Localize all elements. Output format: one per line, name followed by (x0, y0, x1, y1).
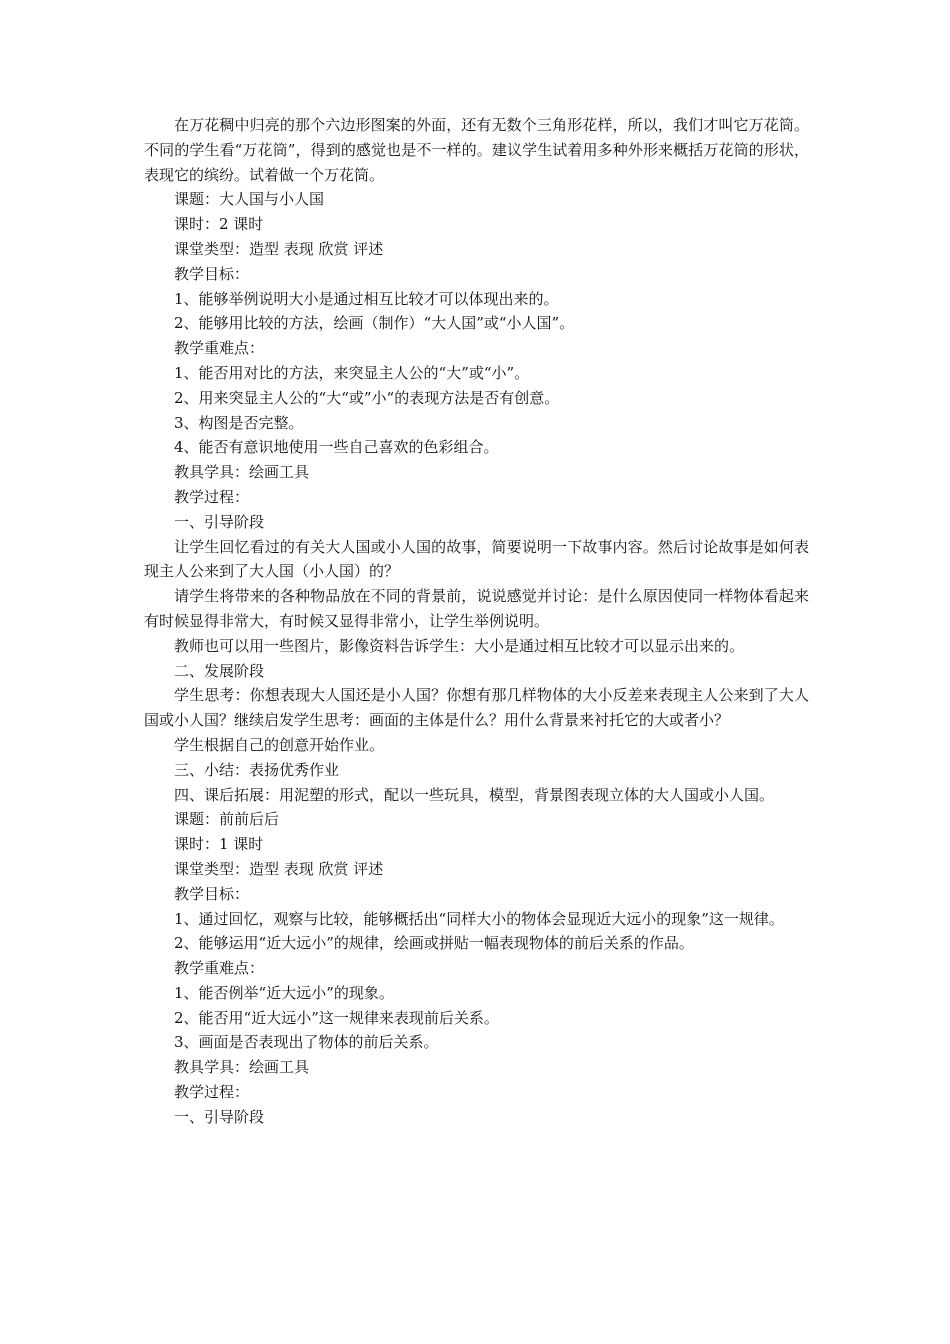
lesson-hours: 课时：1 课时 (174, 835, 264, 854)
stage-heading: 一、引导阶段 (174, 512, 265, 531)
process-paragraph: 学生思考：你想表现大人国还是小人国？你想有那几样物体的大小反差来表现主人公来到了大人国或小人国？继续启发学生思考：画面的主体是什么？用什么背景来衬托它的大或者小？ (144, 686, 809, 730)
section-heading-key-points: 教学重难点： (174, 959, 265, 978)
key-point-item: 1、能否用对比的方法，来突显主人公的“大”或“小”。 (174, 363, 530, 382)
section-heading-objectives: 教学目标： (174, 264, 250, 283)
process-paragraph: 教师也可以用一些图片，影像资料告诉学生：大小是通过相互比较才可以显示出来的。 (174, 636, 745, 655)
objective-item: 1、能够举例说明大小是通过相互比较才可以体现出来的。 (174, 289, 559, 308)
key-point-item: 1、能否例举“近大远小”的现象。 (174, 983, 394, 1002)
objective-item: 1、通过回忆，观察与比较，能够概括出“同样大小的物体会显现近大远小的现象”这一规律。 (174, 909, 784, 928)
key-point-item: 2、能否用“近大远小”这一规律来表现前后关系。 (174, 1008, 499, 1027)
document-body (144, 113, 809, 1130)
section-heading-process: 教学过程： (174, 487, 250, 506)
lesson-type: 课堂类型：造型 表现 欣赏 评述 (174, 239, 384, 258)
section-heading-process: 教学过程： (174, 1083, 250, 1102)
teaching-tools: 教具学具：绘画工具 (174, 1058, 310, 1077)
objective-item: 2、能够用比较的方法，绘画（制作）“大人国”或“小人国”。 (174, 314, 575, 333)
process-paragraph: 请学生将带来的各种物品放在不同的背景前，说说感觉并讨论：是什么原因使同一样物体看起来有时候显得非常大，有时候又显得非常小，让学生举例说明。 (144, 587, 809, 630)
key-point-item: 3、画面是否表现出了物体的前后关系。 (174, 1033, 439, 1052)
paragraph-kaleidoscope-summary: 在万花稠中归亮的那个六边形图案的外面，还有无数个三角形花样，所以，我们才叫它万花筒。不同的学生看“万花筒”，得到的感觉也是不一样的。建议学生试着用多种外形来概括万花筒的形状，表现它的缤纷。试着做一个万花筒。 (144, 116, 809, 184)
stage-heading: 一、引导阶段 (174, 1107, 265, 1126)
lesson-title-big-small-country: 课题：大人国与小人国 (174, 190, 325, 209)
key-point-item: 2、用来突显主人公的“大“或”小“的表现方法是否有创意。 (174, 388, 560, 407)
section-heading-objectives: 教学目标： (174, 884, 250, 903)
stage-heading: 四、课后拓展：用泥塑的形式，配以一些玩具，模型，背景图表现立体的大人国或小人国。 (174, 785, 775, 804)
key-point-item: 3、构图是否完整。 (174, 413, 304, 432)
lesson-hours: 课时：2 课时 (174, 215, 264, 234)
process-paragraph: 学生根据自己的创意开始作业。 (174, 735, 385, 754)
lesson-title-front-back: 课题：前前后后 (174, 810, 280, 829)
section-heading-key-points: 教学重难点： (174, 339, 265, 358)
key-point-item: 4、能否有意识地使用一些自己喜欢的色彩组合。 (174, 438, 499, 457)
stage-heading: 三、小结：表扬优秀作业 (174, 760, 340, 779)
objective-item: 2、能够运用“近大远小”的规律，绘画或拼贴一幅表现物体的前后关系的作品。 (174, 934, 694, 953)
teaching-tools: 教具学具：绘画工具 (174, 463, 310, 482)
process-paragraph: 让学生回忆看过的有关大人国或小人国的故事，简要说明一下故事内容。然后讨论故事是如何表现主人公来到了大人国（小人国）的？ (144, 537, 809, 581)
stage-heading: 二、发展阶段 (174, 661, 265, 680)
lesson-type: 课堂类型：造型 表现 欣赏 评述 (174, 859, 384, 878)
